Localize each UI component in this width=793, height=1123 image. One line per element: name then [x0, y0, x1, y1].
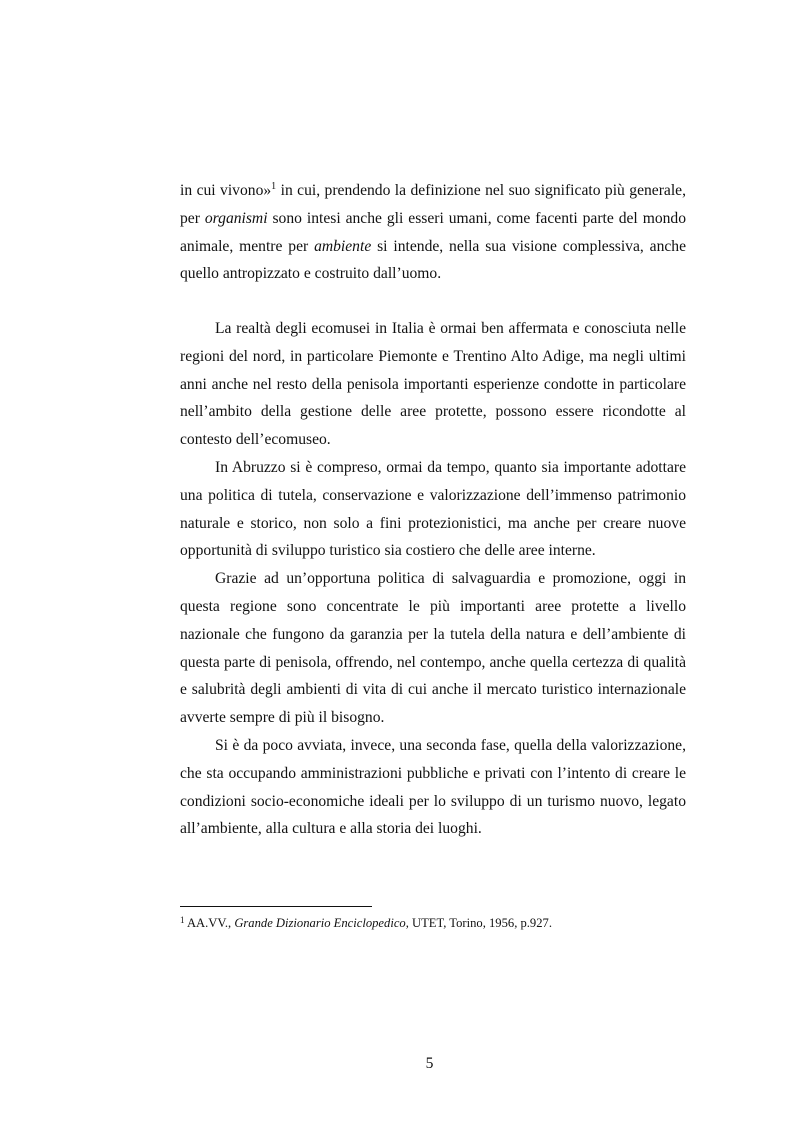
- paragraph-salvaguardia: Grazie ad un’opportuna politica di salvaguardia e promozione, oggi in questa regione sono concentrate le più importanti aree protette a livello nazionale che fungono da garanzia per la tutela della natura e dell’ambiente di questa parte di penisola, offrendo, nel contempo, anche quella certezza di qualità e salubrità degli ambienti di vita di cui anche il mercato turistico internazionale avverte sempre di più il bisogno.: [180, 570, 686, 727]
- paragraph-abruzzo: In Abruzzo si è compreso, ormai da tempo, quanto sia importante adottare una politica di tutela, conservazione e valorizzazione dell’immenso patrimonio naturale e storico, non solo a fini protezionistici, ma anche per creare nuove opportunità di sviluppo turistico sia costiero che delle aree interne.: [180, 458, 686, 560]
- intro-text: [180, 177, 686, 288]
- paragraph-ecomusei: La realtà degli ecomusei in Italia è ormai ben affermata e conosciuta nelle regioni del nord, in particolare Piemonte e Trentino Alto Adige, ma negli ultimi anni anche nel resto della penisola importanti esperienze condotte in particolare nell’ambito della gestione delle aree protette, possono essere ricondotte al contesto dell’ecomuseo.: [180, 320, 686, 449]
- footnote: [180, 914, 686, 932]
- footnote-authors: AA.VV.,: [184, 916, 235, 930]
- footnote-divider: [180, 906, 372, 907]
- footnote-title: Grande Dizionario Enciclopedico: [234, 916, 406, 930]
- intro-before-ref: in cui vivono»: [180, 182, 272, 199]
- footnote-reference[interactable]: 1: [271, 181, 277, 192]
- page-number: 5: [425, 1055, 434, 1072]
- intro-end: si intende, nella sua visione complessiva, anche quello antropizzato e costruito dall’uomo.: [180, 237, 687, 283]
- body-text: [180, 315, 686, 843]
- intro-after-ref: in cui, prendendo la definizione nel suo significato più generale, per: [180, 182, 686, 227]
- footnote-details: , UTET, Torino, 1956, p.927.: [405, 916, 552, 930]
- intro-middle: sono intesi anche gli esseri umani, come facenti parte del mondo animale, mentre per: [180, 209, 687, 255]
- term-ambiente: ambiente: [314, 237, 372, 255]
- footnote-number: 1: [180, 915, 185, 925]
- intro-paragraph: [180, 177, 686, 288]
- term-organismi: organismi: [204, 209, 268, 227]
- paragraph-valorizzazione: Si è da poco avviata, invece, una seconda fase, quella della valorizzazione, che sta occupando amministrazioni pubbliche e privati con l’intento di creare le condizioni socio-economiche ideali per lo sviluppo di un turismo nuovo, legato all’ambiente, alla cultura e alla storia dei luoghi.: [180, 736, 686, 838]
